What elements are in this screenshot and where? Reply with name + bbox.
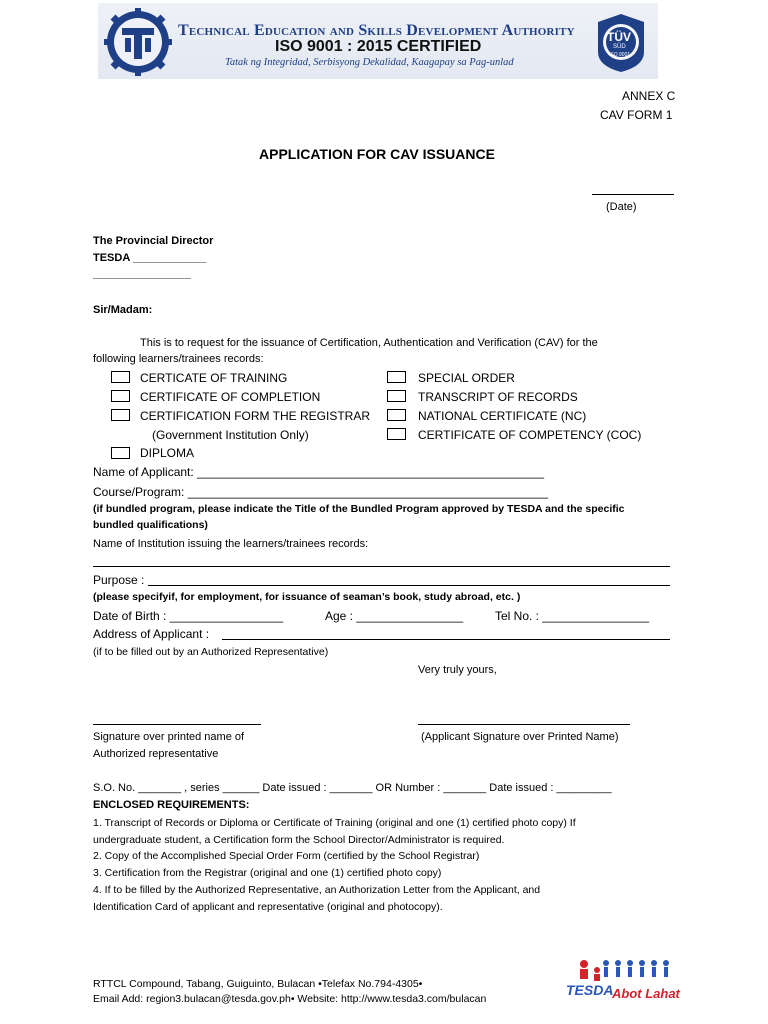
checkbox-certification-registrar[interactable] xyxy=(111,409,130,421)
representative-signature-line[interactable] xyxy=(93,724,261,725)
checkbox-certificate-of-completion[interactable] xyxy=(111,390,130,402)
checkbox-label: CERTIFICATE OF COMPETENCY (COC) xyxy=(418,428,642,442)
checkbox-label: TRANSCRIPT OF RECORDS xyxy=(418,390,578,404)
name-of-applicant-field[interactable]: Name of Applicant: ____________________________________________________ xyxy=(93,465,545,479)
date-label: (Date) xyxy=(606,201,637,213)
tuv-text: TÜV xyxy=(607,30,631,44)
address-label: Address of Applicant : xyxy=(93,627,210,641)
requirement-item: 2. Copy of the Accomplished Special Order Form (certified by the School Registrar) xyxy=(93,850,480,862)
purpose-note: (please specifyif, for employment, for issuance of seaman’s book, study abroad, etc. ) xyxy=(93,591,521,603)
motto: Tatak ng Integridad, Serbisyong Dekalidad, Kaagapay sa Pag-unlad xyxy=(225,57,514,68)
intro-line-2: following learners/trainees records: xyxy=(93,353,264,365)
addressee-title: The Provincial Director xyxy=(93,235,214,247)
requirement-item: undergraduate student, a Certification form the School Director/Administrator is required. xyxy=(93,834,505,846)
checkbox-label: NATIONAL CERTIFICATE (NC) xyxy=(418,409,587,423)
addressee-blank: ________________ xyxy=(93,268,191,280)
institution-label: Name of Institution issuing the learners/trainees records: xyxy=(93,538,369,550)
government-note: (Government Institution Only) xyxy=(152,428,309,442)
checkbox-label: SPECIAL ORDER xyxy=(418,371,515,385)
signature-left-1: Signature over printed name of xyxy=(93,731,245,743)
so-number-line: S.O. No. _______ , series ______ Date issued : _______ OR Number : _______ Date issued : _________ xyxy=(93,782,612,794)
signature-left-2: Authorized representative xyxy=(93,748,219,760)
checkbox-diploma[interactable] xyxy=(111,447,130,459)
institution-line[interactable] xyxy=(93,566,670,567)
checkbox-label: CERTIFICATE OF COMPLETION xyxy=(140,390,321,404)
footer-address: RTTCL Compound, Tabang, Guiguinto, Bulacan •Telefax No.794-4305• xyxy=(93,978,423,990)
intro-line-1: This is to request for the issuance of Certification, Authentication and Verification (CAV) for the xyxy=(140,337,598,349)
tuv-cert: ISO 9001 xyxy=(609,52,631,58)
footer-logo-word-2: Abot Lahat xyxy=(612,986,680,1001)
applicant-signature-line[interactable] xyxy=(418,724,630,725)
iso-certification: ISO 9001 : 2015 CERTIFIED xyxy=(275,38,482,55)
footer-contact: Email Add: region3.bulacan@tesda.gov.ph• Website: http://www.tesda3.com/bulacan xyxy=(93,993,487,1005)
checkbox-label: DIPLOMA xyxy=(140,446,195,460)
bundled-note-1: (if bundled program, please indicate the Title of the Bundled Program approved by TESDA and the specific xyxy=(93,503,625,515)
addressee-office: TESDA ____________ xyxy=(93,252,207,264)
footer-logo-word-1: TESDA xyxy=(566,982,614,998)
date-line[interactable] xyxy=(592,194,674,195)
age-field[interactable]: Age : ________________ xyxy=(325,609,464,623)
date-of-birth-field[interactable]: Date of Birth : _________________ xyxy=(93,609,284,623)
tuv-sub: SÜD xyxy=(613,44,626,50)
requirements-title: ENCLOSED REQUIREMENTS: xyxy=(93,799,250,811)
salutation: Sir/Madam: xyxy=(93,304,153,316)
tesda-logo-icon xyxy=(104,8,172,76)
requirement-item: Identification Card of applicant and representative (original and photocopy). xyxy=(93,901,443,913)
annex-label: ANNEX C xyxy=(622,89,676,103)
authorized-note: (if to be filled out by an Authorized Representative) xyxy=(93,646,329,658)
form-number: CAV FORM 1 xyxy=(600,108,673,122)
checkbox-label: CERTICATE OF TRAINING xyxy=(140,371,288,385)
address-line[interactable] xyxy=(222,639,670,640)
requirement-item: 3. Certification from the Registrar (original and one (1) certified photo copy) xyxy=(93,867,442,879)
purpose-line[interactable] xyxy=(148,585,670,586)
requirement-item: 4. If to be filled by the Authorized Representative, an Authorization Letter from the Applicant, and xyxy=(93,884,541,896)
checkbox-certificate-of-competency[interactable] xyxy=(387,428,406,440)
checkbox-national-certificate[interactable] xyxy=(387,409,406,421)
bundled-note-2: bundled qualifications) xyxy=(93,519,208,531)
signature-right: (Applicant Signature over Printed Name) xyxy=(421,731,619,743)
org-name: Technical Education and Skills Development Authority xyxy=(178,22,575,39)
course-program-field[interactable]: Course/Program: ______________________________________________________ xyxy=(93,485,549,499)
checkbox-transcript-of-records[interactable] xyxy=(387,390,406,402)
checkbox-special-order[interactable] xyxy=(387,371,406,383)
page-title: APPLICATION FOR CAV ISSUANCE xyxy=(259,146,495,162)
checkbox-certificate-of-training[interactable] xyxy=(111,371,130,383)
checkbox-label: CERTIFICATION FORM THE REGISTRAR xyxy=(140,409,371,423)
closing: Very truly yours, xyxy=(418,664,497,676)
purpose-label: Purpose : xyxy=(93,573,145,587)
tel-no-field[interactable]: Tel No. : ________________ xyxy=(495,609,650,623)
requirement-item: 1. Transcript of Records or Diploma or Certificate of Training (original and one (1) certified photo copy) If xyxy=(93,817,576,829)
